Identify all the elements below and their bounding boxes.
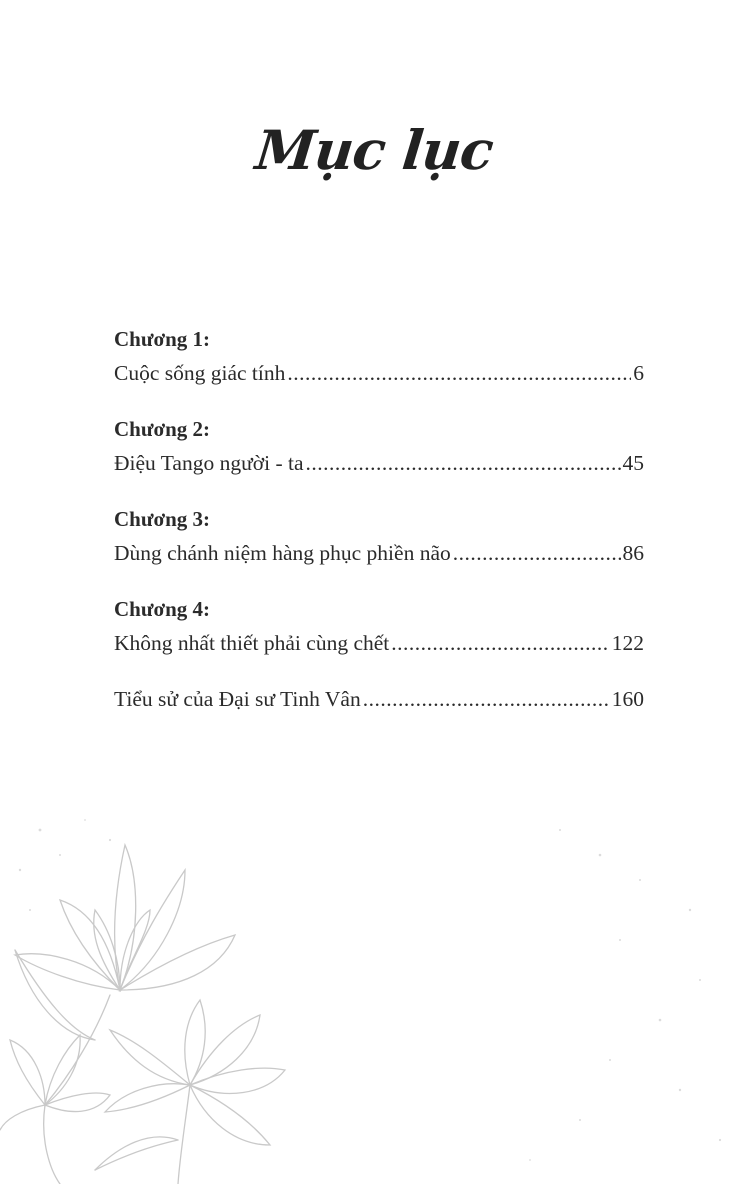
title-text: Mục lục [252, 118, 496, 182]
page-number: 122 [611, 631, 644, 655]
dot-leader [391, 626, 610, 660]
entry-title: Điệu Tango người - ta [114, 451, 304, 475]
chapter-label: Chương 4: [114, 597, 210, 621]
toc-line[interactable] [114, 446, 644, 480]
page-number: 6 [633, 361, 644, 385]
page-number: 45 [622, 451, 644, 475]
toc-line[interactable] [114, 682, 644, 716]
toc-entry-2[interactable] [114, 412, 644, 480]
chapter-label: Chương 1: [114, 327, 210, 351]
entry-title: Cuộc sống giác tính [114, 361, 286, 385]
dot-leader [287, 356, 631, 390]
dot-leader [453, 536, 621, 570]
toc-entry-3[interactable] [114, 502, 644, 570]
chapter-label: Chương 2: [114, 417, 210, 441]
dot-leader [363, 682, 610, 716]
entry-title: Không nhất thiết phải cùng chết [114, 631, 390, 655]
chapter-label: Chương 3: [114, 507, 210, 531]
page-title [0, 118, 748, 182]
entry-title: Tiểu sử của Đại sư Tinh Vân [114, 687, 361, 711]
toc-line[interactable] [114, 626, 644, 660]
page-number: 86 [622, 541, 644, 565]
toc-line[interactable] [114, 536, 644, 570]
toc-entry-4[interactable] [114, 592, 644, 660]
toc-line[interactable] [114, 356, 644, 390]
entry-title: Dùng chánh niệm hàng phục phiền não [114, 541, 451, 565]
dot-leader [306, 446, 621, 480]
toc-entry-5[interactable] [114, 682, 644, 716]
lotus-illustration [0, 760, 748, 1184]
toc-entry-1[interactable] [114, 322, 644, 390]
page-number: 160 [611, 687, 644, 711]
table-of-contents [114, 322, 644, 738]
